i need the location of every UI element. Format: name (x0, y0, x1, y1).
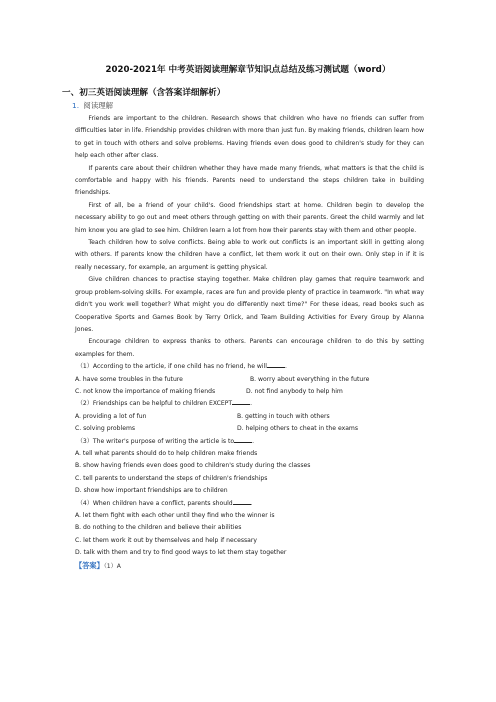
option-d: D. show how important friendships are to children (75, 487, 228, 495)
option-b: B. worry about everything in the future (250, 375, 370, 383)
question-stem-end: . (250, 400, 253, 408)
answer-label: 【答案】 (75, 560, 104, 570)
option-row (75, 386, 424, 398)
question-stem-text: （3）The writer's purpose of writing the article is to (76, 437, 235, 445)
answer-blank (267, 361, 287, 371)
passage-paragraph: Friends are important to the children. Research shows that children who have no friends can suffer from difficulties later in life. Friendship provides children with more than just fun. By making friends, children learn how to get in touch with others and solve problems. Having friends even does good to children's study for they can help each other after class. (75, 115, 424, 160)
question-number: 1. (72, 101, 80, 110)
option-c: C. solving problems (75, 425, 136, 433)
passage-paragraph: Teach children how to solve conflicts. Being able to work out conflicts is an important skill in getting along with others. If parents know the children have a conflict, let them work it out on their own. Only step in if it is really necessary, for example, an argument is getting physical. (75, 239, 424, 271)
answer-blank (233, 498, 251, 505)
option-d: D. talk with them and try to find good ways to let them stay together (75, 549, 287, 557)
question-stem (75, 361, 424, 373)
passage-paragraph: Encourage children to express thanks to others. Parents can encourage children to do this by setting examples for them. (75, 338, 424, 358)
question-stem (75, 498, 424, 510)
option-d: D. helping others to cheat in the exams (237, 425, 359, 433)
passage-paragraph: Give children chances to practise staying together. Make children play games that require teamwork and group problem-solving skills. For example, races are fun and provide plenty of practice in teamwork. "In what way didn't you work well together? What might you do differently next time?" For these ideas, read books such as Cooperative Sports and Games Book by Terry Orlick, and Team Building Activities for Every Group by Alanna Jones. (75, 276, 424, 333)
option-d: D. not find anybody to help him (246, 387, 343, 395)
question-stem (75, 398, 424, 410)
option-row (75, 374, 424, 386)
question-stem-end: . (252, 437, 255, 445)
passage-paragraph: If parents care about their children whether they have made many friends, what matters is that the child is comfortable and happy with his friends. Parents need to understand the steps children take in building friendships. (75, 164, 424, 197)
passage-paragraph: First of all, be a friend of your child's. Good friendships start at home. Children begin to develop the necessary ability to go out and meet others through getting on with their parents. Greet the child warmly and let him know you are glad to see him. Children learn a lot from how their parents stay with them and other people. (75, 201, 424, 234)
option-a: A. providing a lot of fun (75, 412, 147, 420)
question-stem-text: （4）When children have a conflict, parents should (76, 499, 233, 507)
question-stem (75, 436, 424, 448)
question-stem-end: . (285, 363, 287, 371)
section-heading: 一、初三英语阅读理解（含答案详细解析） (62, 88, 226, 98)
option-c: C. let them work it out by themselves and help if necessary (75, 536, 258, 544)
answer-blank (234, 436, 255, 445)
question-title: 阅读理解 (83, 101, 113, 110)
question-stem-text: （2）Friendships can be helpful to children EXCEPT (76, 400, 233, 408)
question-heading (72, 100, 113, 111)
answer-line (75, 560, 424, 573)
document-title: 2020-2021年 中考英语阅读理解章节知识点总结及练习测试题（word） (105, 65, 391, 75)
option-c: C. not know the importance of making friends (75, 387, 216, 395)
question-stem-text: （1）According to the article, if one child has no friend, he will (76, 363, 267, 371)
option-a: A. tell what parents should do to help children make friends (75, 449, 258, 457)
option-b: B. show having friends even does good to children's study during the classes (75, 462, 311, 470)
answer-blank (232, 398, 253, 408)
option-a: A. have some troubles in the future (75, 375, 183, 383)
option-a: A. let them fight with each other until they find who the winner is (75, 512, 275, 519)
option-b: B. getting in touch with others (237, 412, 330, 420)
passage-body (75, 113, 424, 573)
option-b: B. do nothing to the children and believe their abilities (75, 524, 242, 532)
answer-value: （1）A (103, 562, 121, 570)
question-stem-end: . (250, 499, 253, 507)
option-row (75, 411, 424, 423)
option-row (75, 423, 424, 435)
option-c: C. tell parents to understand the steps of children's friendships (75, 474, 268, 482)
